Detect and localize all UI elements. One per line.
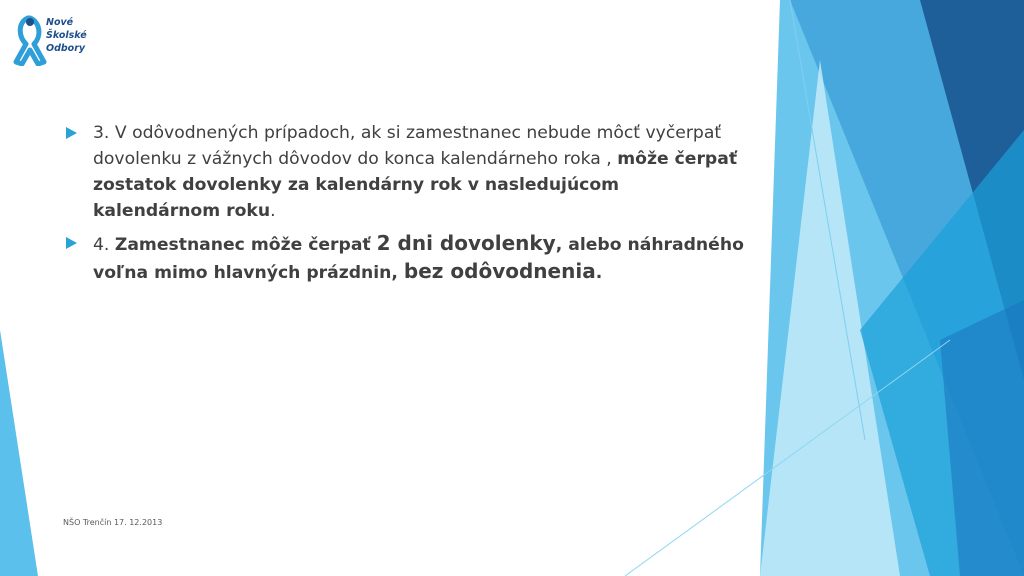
ribbon-icon <box>10 14 50 66</box>
logo-line-1: Nové <box>46 17 74 28</box>
logo-line-3: Odbory <box>46 43 86 54</box>
slide-content <box>66 120 746 292</box>
bullet-arrow-icon <box>66 237 77 249</box>
bullet-4-big-1: 2 dni dovolenky <box>376 231 556 255</box>
bullet-3-suffix: . <box>270 201 276 221</box>
logo-line-2: Školské <box>46 30 87 41</box>
bullet-4-bold-1: Zamestnanec môže čerpať <box>114 235 377 255</box>
bullet-3-prefix: 3. <box>93 123 110 143</box>
bullet-4-prefix: 4. <box>93 235 115 255</box>
bullet-arrow-icon <box>66 127 77 139</box>
bullet-3-bold: môže čerpať zostatok dovolenky za kalendárny rok v nasledujúcom kalendárnom roku <box>93 149 738 221</box>
bullet-3-text: V odôvodnených prípadoch, ak si zamestnanec nebude môcť vyčerpať dovolenku z vážnych dôvodov do konca kalendárneho roka , <box>93 123 722 169</box>
bullet-4-big-2: bez odôvodnenia <box>403 259 596 283</box>
bullet-item-4 <box>66 230 746 286</box>
bullet-item-3 <box>66 120 746 224</box>
left-corner-shape <box>0 330 38 576</box>
bullet-4-bold-2: , alebo náhradného voľna mimo hlavných prázdnin, <box>93 235 744 283</box>
logo-text <box>46 16 87 55</box>
bullet-4-suffix: . <box>595 263 603 283</box>
footer-text: NŠO Trenčín 17. 12.2013 <box>63 518 163 527</box>
